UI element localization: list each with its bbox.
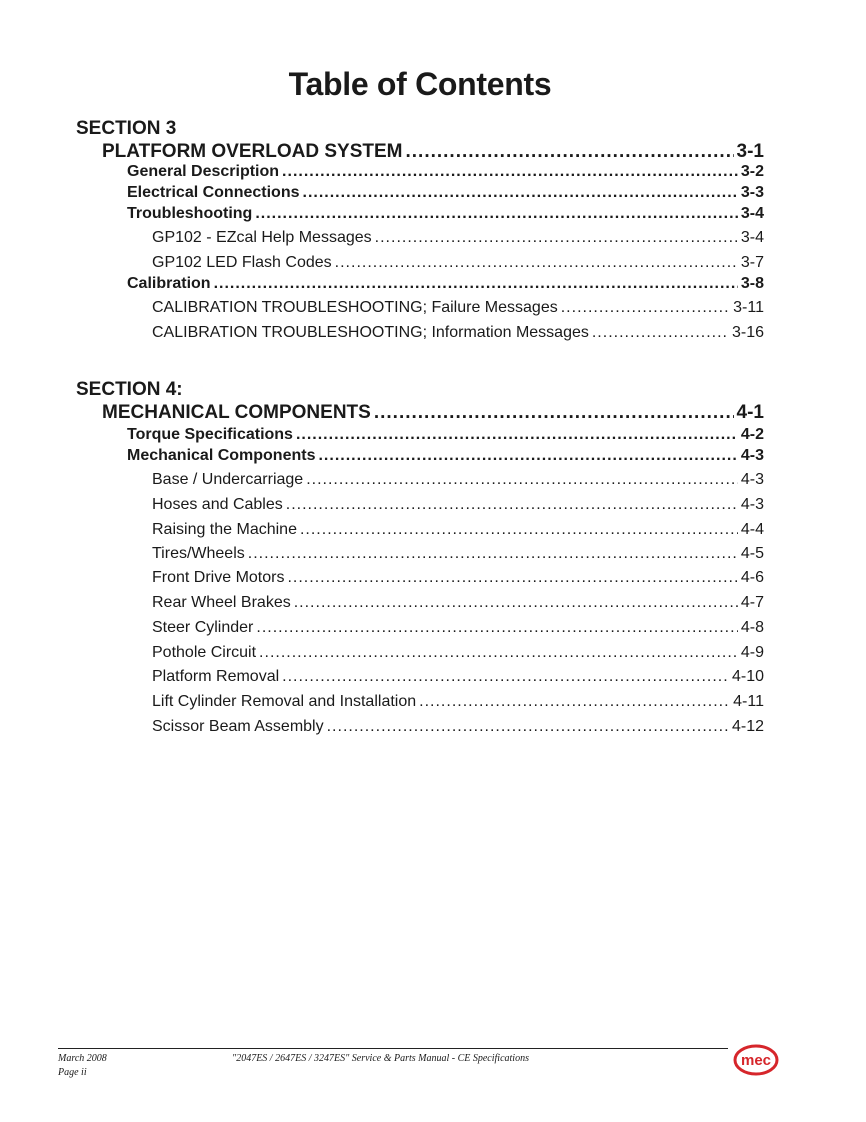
toc-entry[interactable] xyxy=(152,644,764,662)
toc-entry-page: 4-11 xyxy=(733,693,764,710)
dot-leader xyxy=(282,163,738,181)
toc-entry-title: Mechanical Components xyxy=(127,447,316,464)
toc-entry-title: Base / Undercarriage xyxy=(152,471,304,488)
toc-entry-title: CALIBRATION TROUBLESHOOTING; Information Messages xyxy=(152,324,589,341)
page-title: Table of Contents xyxy=(288,66,552,102)
toc-entry-page: 3-4 xyxy=(740,229,764,246)
toc-entry-title: GP102 - EZcal Help Messages xyxy=(152,229,372,246)
toc-entry-page: 4-3 xyxy=(740,471,764,488)
toc-entry-title: Tires/Wheels xyxy=(152,545,245,562)
footer-manual-title: "2047ES / 2647ES / 3247ES" Service & Parts Manual - CE Specifications xyxy=(232,1053,529,1064)
toc-entry-title: Pothole Circuit xyxy=(152,644,257,661)
toc-entry-page: 4-12 xyxy=(731,718,764,735)
toc-entry[interactable] xyxy=(152,471,764,489)
section-label: SECTION 4: xyxy=(76,379,183,400)
dot-leader xyxy=(374,402,734,424)
dot-leader xyxy=(255,205,738,223)
dot-leader xyxy=(248,545,738,563)
toc-entry-title: Scissor Beam Assembly xyxy=(152,718,324,735)
toc-entry[interactable] xyxy=(127,447,764,465)
dot-leader xyxy=(375,229,738,247)
footer-date: March 2008 xyxy=(58,1053,107,1064)
toc-entry[interactable] xyxy=(127,426,764,444)
toc-entry-title: Raising the Machine xyxy=(152,521,297,538)
toc-entry-title: GP102 LED Flash Codes xyxy=(152,254,332,271)
toc-entry-title: Lift Cylinder Removal and Installation xyxy=(152,693,417,710)
toc-entry[interactable] xyxy=(152,718,764,736)
dot-leader xyxy=(256,619,738,637)
toc-entry-page: 4-8 xyxy=(740,619,764,636)
toc-entry[interactable] xyxy=(152,254,764,272)
toc-entry[interactable] xyxy=(127,205,764,223)
toc-entry-title: Front Drive Motors xyxy=(152,569,285,586)
toc-entry[interactable] xyxy=(152,299,764,317)
toc-entry-page: 3-4 xyxy=(740,205,764,222)
toc-entry-page: 4-7 xyxy=(740,594,764,611)
toc-entry[interactable] xyxy=(127,184,764,202)
toc-entry-title: MECHANICAL COMPONENTS xyxy=(102,402,371,423)
dot-leader xyxy=(405,141,733,163)
toc-entry-title: Platform Removal xyxy=(152,668,280,685)
toc-entry[interactable] xyxy=(152,668,764,686)
mec-logo-icon xyxy=(733,1044,779,1076)
toc-entry-page: 4-4 xyxy=(740,521,764,538)
toc-entry[interactable] xyxy=(152,594,764,612)
dot-leader xyxy=(296,426,738,444)
toc-entry-title: Rear Wheel Brakes xyxy=(152,594,291,611)
toc-entry-page: 3-11 xyxy=(733,299,764,316)
dot-leader xyxy=(287,569,737,587)
toc-entry-page: 3-16 xyxy=(731,324,764,341)
toc-entry-title: Steer Cylinder xyxy=(152,619,254,636)
toc-entry-page: 4-5 xyxy=(740,545,764,562)
toc-entry[interactable] xyxy=(152,521,764,539)
toc-entry-page: 4-10 xyxy=(731,668,764,685)
toc-entry[interactable] xyxy=(152,619,764,637)
toc-entry-page: 4-3 xyxy=(740,447,764,464)
toc-entry-page: 4-3 xyxy=(740,496,764,513)
toc-entry-title: CALIBRATION TROUBLESHOOTING; Failure Messages xyxy=(152,299,558,316)
toc-entry-title: Troubleshooting xyxy=(127,205,253,222)
toc-entry-title: General Description xyxy=(127,163,280,180)
footer-page-number: Page ii xyxy=(58,1067,87,1078)
toc-entry[interactable] xyxy=(152,496,764,514)
dot-leader xyxy=(214,275,738,293)
toc-entry-page: 3-2 xyxy=(740,163,764,180)
toc-entry-title: Calibration xyxy=(127,275,211,292)
dot-leader xyxy=(561,299,730,317)
dot-leader xyxy=(282,668,729,686)
toc-entry[interactable] xyxy=(152,569,764,587)
dot-leader xyxy=(419,693,730,711)
toc-entry-title: Electrical Connections xyxy=(127,184,300,201)
toc-entry[interactable] xyxy=(127,163,764,181)
toc-entry-page: 4-6 xyxy=(740,569,764,586)
dot-leader xyxy=(303,184,738,202)
dot-leader xyxy=(286,496,738,514)
dot-leader xyxy=(294,594,738,612)
footer-rule xyxy=(58,1048,728,1049)
dot-leader xyxy=(259,644,738,662)
toc-entry-page: 3-8 xyxy=(740,275,764,292)
dot-leader xyxy=(306,471,738,489)
toc-entry[interactable] xyxy=(102,402,764,424)
toc-entry[interactable] xyxy=(152,693,764,711)
toc-entry-page: 4-9 xyxy=(740,644,764,661)
section-label: SECTION 3 xyxy=(76,118,177,139)
dot-leader xyxy=(318,447,737,465)
svg-text:mec: mec xyxy=(740,1052,772,1069)
toc-entry-page: 3-1 xyxy=(736,141,764,162)
toc-entry[interactable] xyxy=(102,141,764,163)
toc-entry-title: Hoses and Cables xyxy=(152,496,283,513)
toc-entry-page: 3-7 xyxy=(740,254,764,271)
toc-entry[interactable] xyxy=(152,545,764,563)
toc-entry-title: Torque Specifications xyxy=(127,426,293,443)
toc-entry-page: 3-3 xyxy=(740,184,764,201)
dot-leader xyxy=(327,718,729,736)
dot-leader xyxy=(335,254,738,272)
toc-entry[interactable] xyxy=(152,229,764,247)
toc-entry-page: 4-1 xyxy=(736,402,764,423)
toc-entry-page: 4-2 xyxy=(740,426,764,443)
toc-entry[interactable] xyxy=(152,324,764,342)
toc-entry-title: PLATFORM OVERLOAD SYSTEM xyxy=(102,141,403,162)
dot-leader xyxy=(300,521,738,539)
dot-leader xyxy=(592,324,729,342)
toc-entry[interactable] xyxy=(127,275,764,293)
